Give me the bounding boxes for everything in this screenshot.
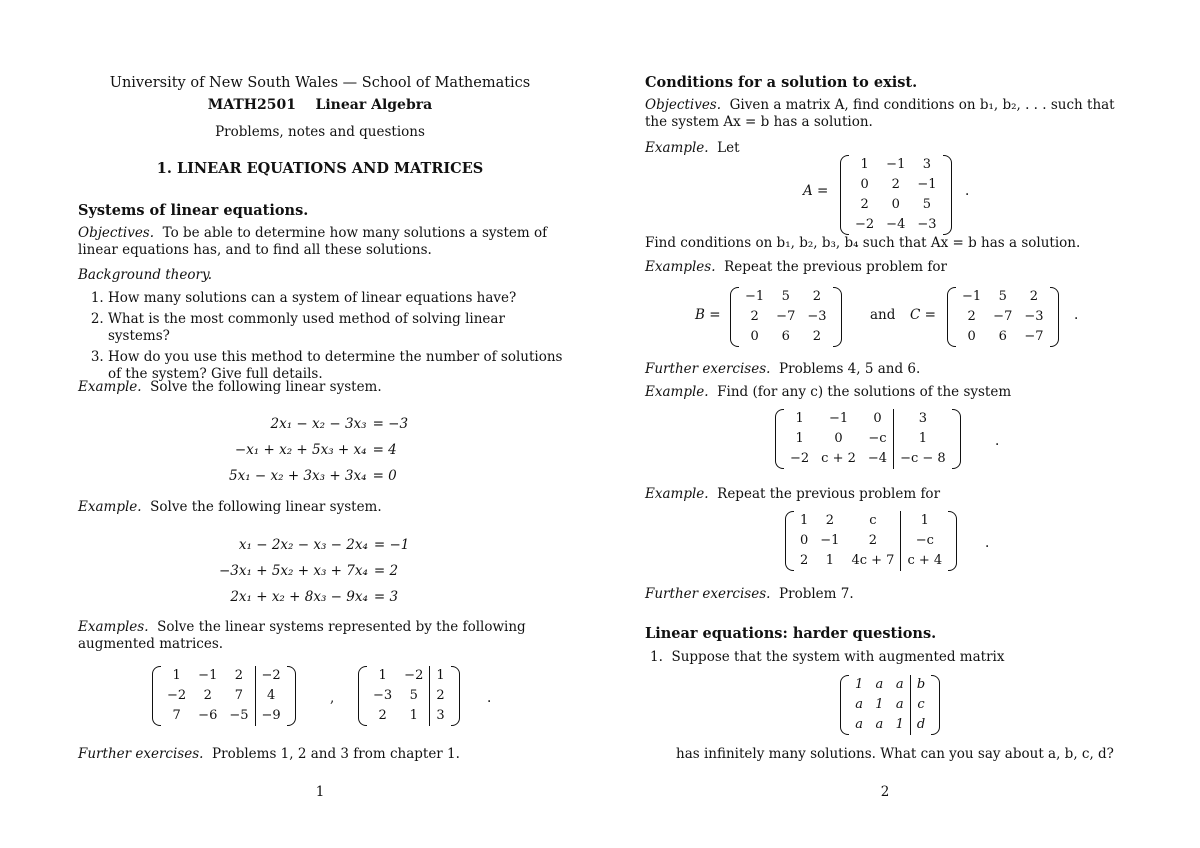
matrix-entry: 1 [795, 411, 804, 426]
equation-row [217, 559, 411, 583]
matrix-entry: 4c + 7 [851, 553, 895, 568]
matrix-entry: 1 [409, 708, 418, 723]
matrix-row [784, 409, 952, 429]
matrix-entry: −1 [886, 157, 906, 172]
matrix-entry: 1 [795, 431, 804, 446]
matrix-entry: −1 [828, 411, 849, 426]
matrix-entry: 1 [825, 553, 834, 568]
matrix-entry: 3 [922, 157, 932, 172]
matrix-entry: −c [868, 431, 887, 446]
example-2-paragraph: Example. Solve the following linear system. [78, 499, 382, 515]
equation-rhs: = −3 [372, 416, 409, 432]
matrix-row [956, 327, 1050, 347]
examples-paragraph: Examples. Solve the linear systems represented by the following augmented matrices. [78, 619, 526, 652]
matrix-entry: 1 [895, 717, 904, 732]
matrix-entry: 1 [172, 668, 181, 683]
period: . [487, 690, 492, 706]
matrix-entry: −1 [917, 177, 937, 192]
matrix-entry: −7 [993, 309, 1013, 324]
matrix-entry: 2 [234, 668, 244, 683]
matrix-row [784, 449, 952, 469]
equation-rhs: = 2 [373, 563, 399, 579]
matrix-entry: −c − 8 [900, 451, 946, 466]
equation-lhs: −3x₁ + 5x₂ + x₃ + 7x₄ [219, 563, 368, 579]
matrix-c-label: C = [910, 307, 936, 323]
equation-row [227, 438, 410, 462]
matrix-entry: −3 [373, 688, 393, 703]
matrix-row [849, 215, 943, 235]
matrix-row [739, 287, 833, 307]
course-header: MATH2501 Linear Algebra [207, 97, 433, 113]
period: . [965, 183, 970, 199]
section-title: Systems of linear equations. [78, 202, 309, 219]
matrix-entry: −2 [167, 688, 187, 703]
matrix-entry: −3 [1024, 309, 1044, 324]
augmented-matrix-c2 [785, 511, 957, 571]
matrix-entry: 0 [800, 533, 809, 548]
matrix-row [849, 155, 943, 175]
matrix-entry: 6 [781, 329, 790, 344]
augmented-matrix-abcd [840, 675, 940, 735]
matrix-entry: 5 [922, 197, 932, 212]
harder-question-1: 1. Suppose that the system with augmented matrix [650, 649, 1005, 665]
matrix-row [161, 686, 287, 706]
page-2 [600, 0, 1200, 848]
matrix-entry: 2 [812, 329, 822, 344]
chapter-title: 1. LINEAR EQUATIONS AND MATRICES [156, 160, 484, 177]
linear-system-2 [215, 531, 413, 611]
matrix-entry: 0 [891, 197, 900, 212]
matrix-entry: −4 [867, 451, 888, 466]
matrix-entry: 1 [800, 513, 809, 528]
example-2-paragraph: Example. Find (for any c) the solutions of the system [645, 384, 1012, 400]
matrix-row [849, 175, 943, 195]
matrix-row [956, 287, 1050, 307]
matrix-entry: 1 [860, 157, 869, 172]
matrix-entry: −2 [261, 668, 281, 683]
matrix-entry: −1 [962, 289, 982, 304]
matrix-entry: 5 [781, 289, 790, 304]
harder-questions-title: Linear equations: harder questions. [645, 625, 937, 642]
example-3-paragraph: Example. Repeat the previous problem for [645, 486, 941, 502]
matrix-entry: 0 [873, 411, 882, 426]
matrix-entry: 0 [834, 431, 843, 446]
matrix-entry: c + 4 [907, 553, 943, 568]
matrix-entry: −9 [261, 708, 281, 723]
matrix-entry: 2 [825, 513, 834, 528]
matrix-entry: 0 [860, 177, 869, 192]
period: . [995, 433, 1000, 449]
equation-lhs: 5x₁ − x₂ + 3x₃ + 3x₄ [229, 468, 367, 484]
matrix-a-label: A = [803, 183, 829, 199]
augmented-matrix-1 [152, 666, 296, 726]
equation-row [227, 464, 410, 488]
further-exercises-1: Further exercises. Problems 4, 5 and 6. [645, 361, 921, 377]
matrix-entry: d [916, 717, 926, 732]
matrix-entry: 2 [868, 533, 878, 548]
matrix-entry: 5 [409, 688, 418, 703]
objectives-paragraph: Objectives. Given a matrix A, find conditions on b₁, b₂, . . . such that the system Ax = b has a solution. [645, 97, 1115, 130]
matrix-row [794, 511, 948, 531]
matrix-entry: −c [915, 533, 934, 548]
matrix-row [739, 307, 833, 327]
equation-lhs: 2x₁ − x₂ − 3x₃ [270, 416, 367, 432]
matrix-entry: 2 [891, 177, 900, 192]
matrix-row [849, 675, 931, 695]
objectives-paragraph: Objectives. To be able to determine how many solutions a system of linear equations has, and to find all these solutions. [78, 225, 548, 258]
matrix-entry: −2 [790, 451, 810, 466]
matrix-b-label: B = [695, 307, 721, 323]
university-header: University of New South Wales — School of Mathematics [109, 75, 531, 91]
matrix-entry: 2 [203, 688, 212, 703]
matrix-row [794, 551, 948, 571]
matrix-entry: 1 [920, 513, 929, 528]
equation-lhs: x₁ − 2x₂ − x₃ − 2x₄ [238, 537, 368, 553]
equation-lhs: −x₁ + x₂ + 5x₃ + x₄ [234, 442, 367, 458]
matrix-entry: 1 [436, 668, 445, 683]
matrix-entry: 4 [266, 688, 276, 703]
matrix-c [947, 287, 1059, 347]
matrix-entry: −7 [776, 309, 796, 324]
matrix-entry: −3 [807, 309, 827, 324]
matrix-row [161, 666, 287, 686]
matrix-entry: −1 [745, 289, 765, 304]
equation-rhs: = 3 [373, 589, 399, 605]
matrix-entry: 1 [378, 668, 387, 683]
matrix-entry: 6 [998, 329, 1007, 344]
matrix-entry: 0 [750, 329, 759, 344]
equation-rhs: = −1 [373, 537, 410, 553]
matrix-entry: 0 [967, 329, 976, 344]
equation-row [227, 412, 410, 436]
equation-lhs: 2x₁ + x₂ + 8x₃ − 9x₄ [230, 589, 368, 605]
matrix-entry: c [917, 697, 925, 712]
matrix-entry: −2 [404, 668, 424, 683]
question-item: 3. How do you use this method to determine the number of solutions of the system? Give full details. [108, 349, 568, 383]
matrix-entry: 5 [998, 289, 1007, 304]
matrix-entry: 2 [800, 553, 809, 568]
matrix-entry: 1 [875, 697, 884, 712]
period: . [1074, 307, 1079, 323]
matrix-entry: 1 [918, 431, 927, 446]
further-exercises-2: Further exercises. Problem 7. [645, 586, 854, 602]
header-subtitle: Problems, notes and questions [215, 124, 425, 140]
matrix-entry: 2 [812, 289, 822, 304]
augmented-matrix-2 [358, 666, 460, 726]
matrix-row [849, 695, 931, 715]
matrix-entry: −5 [229, 708, 249, 723]
further-exercises-1: Further exercises. Problems 1, 2 and 3 from chapter 1. [78, 746, 460, 762]
matrix-entry: −1 [820, 533, 840, 548]
matrix-b [730, 287, 842, 347]
matrix-entry: −7 [1024, 329, 1044, 344]
example-let: Example. Let [645, 140, 740, 156]
matrix-entry: −2 [855, 217, 875, 232]
question-item: 2. What is the most commonly used method of solving linear systems? [108, 311, 568, 345]
matrix-entry: a [875, 717, 884, 732]
matrix-row [367, 686, 451, 706]
questions-list [78, 290, 568, 386]
matrix-entry: 1 [855, 677, 864, 692]
equation-rhs: = 4 [372, 442, 397, 458]
example-1-paragraph: Example. Solve the following linear system. [78, 379, 382, 395]
equation-row [217, 533, 411, 557]
question-item: 1. How many solutions can a system of linear equations have? [108, 290, 568, 307]
matrix-entry: 2 [378, 708, 387, 723]
matrix-row [849, 195, 943, 215]
matrix-entry: 2 [436, 688, 445, 703]
matrix-entry: −3 [917, 217, 937, 232]
equation-rhs: = 0 [372, 468, 397, 484]
matrix-entry: 7 [172, 708, 181, 723]
matrix-a [840, 155, 952, 235]
matrix-entry: −6 [198, 708, 218, 723]
matrix-row [956, 307, 1050, 327]
matrix-row [367, 666, 451, 686]
matrix-entry: 3 [436, 708, 445, 723]
matrix-entry: a [875, 677, 884, 692]
augmented-matrix-c1 [775, 409, 961, 469]
matrix-entry: 3 [918, 411, 927, 426]
section-title: Conditions for a solution to exist. [645, 74, 918, 91]
page-number: 1 [315, 784, 325, 800]
and-text: and [870, 307, 896, 323]
matrix-row [849, 715, 931, 735]
matrix-entry: 2 [1029, 289, 1039, 304]
matrix-entry: −1 [198, 668, 218, 683]
matrix-row [367, 706, 451, 726]
period: . [985, 535, 990, 551]
harder-question-1-end: has infinitely many solutions. What can you say about a, b, c, d? [676, 746, 1114, 762]
matrix-entry: 2 [967, 309, 976, 324]
matrix-entry: a [855, 717, 864, 732]
matrix-entry: a [855, 697, 864, 712]
matrix-row [161, 706, 287, 726]
matrix-row [794, 531, 948, 551]
background-label: Background theory. [78, 267, 213, 283]
matrix-row [739, 327, 833, 347]
matrix-entry: 2 [860, 197, 869, 212]
equation-row [217, 585, 411, 609]
matrix-entry: 2 [750, 309, 759, 324]
matrix-entry: a [895, 677, 904, 692]
matrix-entry: −4 [886, 217, 906, 232]
matrix-row [784, 429, 952, 449]
matrix-entry: a [895, 697, 904, 712]
comma: , [330, 690, 335, 706]
linear-system-1 [225, 410, 412, 490]
page-number: 2 [880, 784, 890, 800]
examples-paragraph: Examples. Repeat the previous problem for [645, 259, 947, 275]
matrix-entry: c [869, 513, 877, 528]
matrix-entry: 7 [234, 688, 244, 703]
matrix-entry: b [916, 677, 926, 692]
matrix-entry: c + 2 [821, 451, 856, 466]
find-conditions-text: Find conditions on b₁, b₂, b₃, b₄ such that Ax = b has a solution. [645, 235, 1081, 251]
